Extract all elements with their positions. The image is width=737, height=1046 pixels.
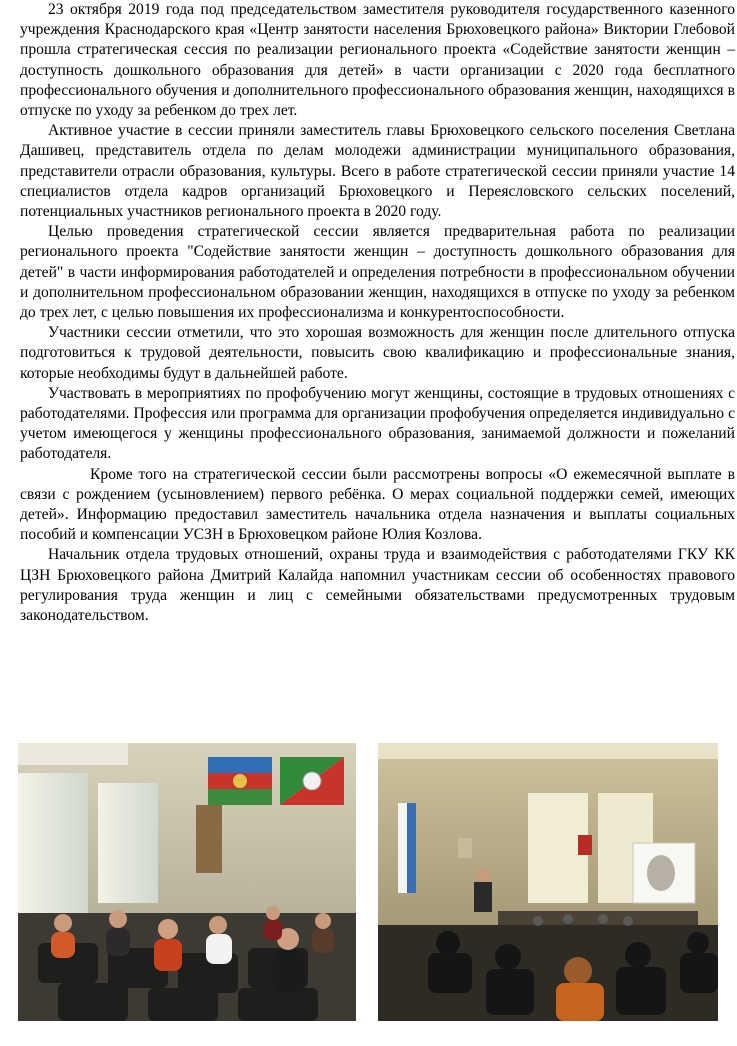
flag-district [280, 757, 344, 805]
article-body [20, 0, 735, 626]
photo-audience-image [18, 743, 356, 1021]
paragraph-4: Участники сессии отметили, что это хорошая возможность для женщин после длительного отпуска подготовиться к трудовой деятельности, повысить свою квалификацию и профессиональные знания, которые необходимы будут в дальнейшей работе. [20, 324, 735, 382]
paragraph-3: Целью проведения стратегической сессии является предварительная работа по реализации регионального проекта "Содействие занятости женщин – доступность дошкольного образования для детей" в части информирования работодателей и определения потребности в профессиональном обучении и дополнительном профессиональном образовании женщин, находящихся в отпуске по уходу за ребенком до трех лет, с целью повышения их профессионализма и конкурентоспособности. [20, 223, 735, 322]
paragraph-7: Начальник отдела трудовых отношений, охраны труда и взаимодействия с работодателями ГКУ КК ЦЗН Брюховецкого района Дмитрий Калайда напомнил участникам сессии об особенностях правового регулирования труда женщин и лиц с семейными обязательствами предусмотренных трудовым законодательством. [20, 546, 735, 625]
photo-meeting-hall-image [378, 743, 718, 1021]
flag-krasnodar [208, 757, 272, 805]
photo-meeting-hall [378, 743, 718, 1021]
paragraph-1: 23 октября 2019 года под председательством заместителя руководителя государственного казенного учреждения Краснодарского края «Центр занятости населения Брюховецкого района» Виктории Глебовой прошла стратегическая сессия по реализации регионального проекта «Содействие занятости женщин – доступность дошкольного образования для детей» в части организации с 2020 года бесплатного профессионального обучения и дополнительного профессионального образования женщин, находящихся в отпуске по уходу за ребенком до трех лет. [20, 1, 735, 120]
paragraph-5: Участвовать в мероприятиях по профобучению могут женщины, состоящие в трудовых отношениях с работодателями. Профессия или программа для организации профобучения определяется индивидуально с учетом имеющегося у женщины профессионального образования, занимаемой должности и пожеланий работодателя. [20, 384, 735, 463]
paragraph-2: Активное участие в сессии приняли заместитель главы Брюховецкого сельского поселения Светлана Дашивец, представитель отдела по делам молодежи администрации муниципального образования, представители отрасли образования, культуры. Всего в работе стратегической сессии приняли участие 14 специалистов отдела кадров организаций Брюховецкого и Переясловского сельских поселений, потенциальных участников регионального проекта в 2020 году. [20, 122, 735, 221]
paragraph-6: Кроме того на стратегической сессии были рассмотрены вопросы «О ежемесячной выплате в связи с рождением (усыновлением) первого ребёнка. О мерах социальной поддержки семей, имеющих детей». Информацию предоставил заместитель начальника отдела назначения и выплаты социальных пособий и компенсации УСЗН в Брюховецком районе Юлия Козлова. [20, 465, 735, 544]
photo-audience [18, 743, 356, 1021]
